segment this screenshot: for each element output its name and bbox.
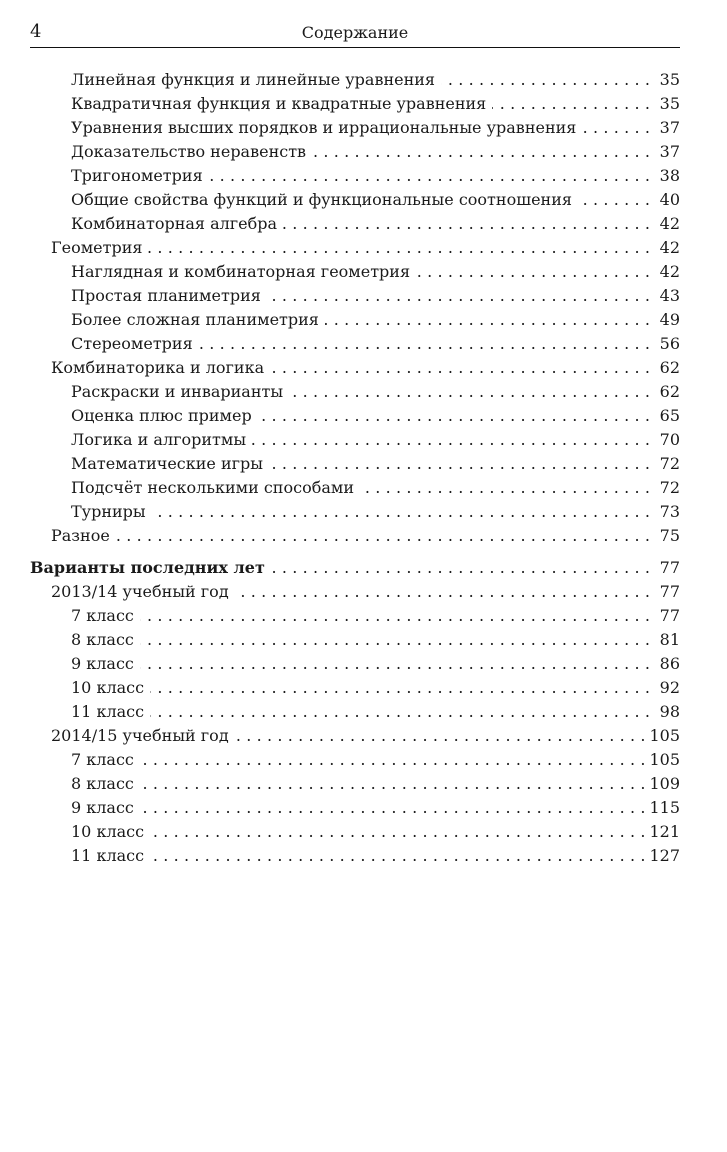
toc-dot-leader [416,260,650,284]
toc-dot-leader [140,796,646,820]
page-number: 4 [30,21,42,42]
toc-dot-leader [312,140,650,164]
toc-subsection-entry [30,676,680,700]
toc-entry-title: Подсчёт несколькими способами [71,478,354,497]
toc-entry-page-number: 109 [649,774,680,793]
toc-dot-leader [140,604,650,628]
toc-subsection-entry [30,844,680,868]
toc-entry-page-number: 105 [649,726,680,745]
toc-subsection-entry [30,92,680,116]
toc-subsection-entry [30,500,680,524]
toc-section-entry [30,524,680,548]
toc-dot-leader [140,772,646,796]
toc-dot-leader [267,284,650,308]
toc-entry-title: Стереометрия [71,334,193,353]
toc-entry-page-number: 86 [659,654,680,673]
toc-entry-page-number: 77 [659,606,680,625]
toc-entry-page-number: 121 [649,822,680,841]
toc-entry-page-number: 37 [659,118,680,137]
toc-entry-page-number: 115 [649,798,680,817]
toc-entry-page-number: 92 [659,678,680,697]
toc-entry-page-number: 42 [659,214,680,233]
toc-entry-title: Турниры [71,502,146,521]
toc-entry-page-number: 65 [659,406,680,425]
toc-dot-leader [441,68,650,92]
toc-subsection-entry [30,700,680,724]
toc-entry-title: Доказательство неравенств [71,142,307,161]
toc-dot-leader [140,652,650,676]
toc-dot-leader [270,356,650,380]
toc-entry-title: 10 класс [71,678,145,697]
toc-subsection-entry [30,140,680,164]
toc-entry-page-number: 38 [659,166,680,185]
toc-subsection-entry [30,628,680,652]
running-title: Содержание [301,23,409,42]
toc-dot-leader [150,676,650,700]
toc-dot-leader [360,476,650,500]
toc-dot-leader [140,628,650,652]
toc-entry-title: Разное [51,526,110,545]
toc-dot-leader [150,820,645,844]
toc-dot-leader [289,380,650,404]
toc-subsection-entry [30,164,680,188]
toc-entry-page-number: 98 [659,702,680,721]
toc-entry-title: Комбинаторная алгебра [71,214,278,233]
toc-entry-title: Раскраски и инварианты [71,382,284,401]
toc-entry-title: 2013/14 учебный год [51,582,229,601]
toc-entry-title: 7 класс [71,606,134,625]
toc-entry-title: Математические игры [71,454,263,473]
toc-entry-title: Более сложная планиметрия [71,310,319,329]
toc-entry-title: 10 класс [71,822,145,841]
toc-entry-page-number: 37 [659,142,680,161]
toc-dot-leader [235,724,646,748]
toc-dot-leader [258,404,650,428]
toc-dot-leader [578,188,650,212]
toc-entry-title: Геометрия [51,238,143,257]
toc-subsection-entry [30,452,680,476]
toc-entry-page-number: 40 [659,190,680,209]
toc-dot-leader [269,452,650,476]
toc-section-entry [30,356,680,380]
toc-entry-page-number: 72 [659,454,680,473]
toc-entry-title: Оценка плюс пример [71,406,252,425]
toc-chapter-entry [30,556,680,580]
toc-subsection-entry [30,332,680,356]
toc-subsection-entry [30,380,680,404]
toc-entry-page-number: 62 [659,382,680,401]
toc-subsection-entry [30,212,680,236]
toc-entry-title: 9 класс [71,798,134,817]
toc-entry-title: Варианты последних лет [30,558,265,577]
toc-subsection-entry [30,188,680,212]
toc-entry-page-number: 75 [659,526,680,545]
toc-entry-title: Общие свойства функций и функциональные соотношения [71,190,572,209]
toc-subsection-entry [30,68,680,92]
toc-entry-title: 8 класс [71,774,134,793]
document-page [30,0,680,865]
toc-dot-leader [116,524,650,548]
toc-subsection-entry [30,820,680,844]
toc-subsection-entry [30,476,680,500]
toc-entry-page-number: 77 [659,558,680,577]
toc-entry-page-number: 105 [649,750,680,769]
toc-entry-title: 7 класс [71,750,134,769]
toc-subsection-entry [30,284,680,308]
toc-entry-title: 11 класс [71,846,145,865]
toc-section-entry [30,580,680,604]
toc-entry-title: Наглядная и комбинаторная геометрия [71,262,411,281]
toc-entry-page-number: 35 [659,70,680,89]
toc-dot-leader [252,428,650,452]
toc-dot-leader [152,500,650,524]
toc-dot-leader [582,116,650,140]
toc-entry-page-number: 42 [659,238,680,257]
toc-entry-title: Тригонометрия [71,166,203,185]
toc-subsection-entry [30,772,680,796]
toc-entry-page-number: 35 [659,94,680,113]
toc-subsection-entry [30,796,680,820]
toc-entry-page-number: 62 [659,358,680,377]
toc-entry-page-number: 49 [659,310,680,329]
toc-dot-leader [325,308,650,332]
toc-dot-leader [492,92,650,116]
toc-entry-title: Уравнения высших порядков и иррациональные уравнения [71,118,577,137]
toc-entry-page-number: 42 [659,262,680,281]
toc-entry-title: 8 класс [71,630,134,649]
toc-subsection-entry [30,748,680,772]
toc-entry-page-number: 127 [649,846,680,865]
toc-entry-title: Логика и алгоритмы [71,430,247,449]
toc-subsection-entry [30,116,680,140]
toc-subsection-entry [30,604,680,628]
toc-subsection-entry [30,652,680,676]
toc-section-entry [30,724,680,748]
toc-entry-page-number: 72 [659,478,680,497]
toc-entry-page-number: 77 [659,582,680,601]
toc-subsection-entry [30,308,680,332]
toc-entry-title: Комбинаторика и логика [51,358,265,377]
toc-dot-leader [283,212,650,236]
toc-entry-title: Квадратичная функция и квадратные уравнения [71,94,487,113]
toc-entry-page-number: 70 [659,430,680,449]
toc-dot-leader [235,580,650,604]
running-header [30,0,680,48]
toc-dot-leader [148,236,650,260]
toc-dot-leader [209,164,650,188]
toc-entry-page-number: 43 [659,286,680,305]
toc-entry-title: Простая планиметрия [71,286,261,305]
toc-dot-leader [271,556,650,580]
toc-entry-title: 9 класс [71,654,134,673]
toc-entry-page-number: 73 [659,502,680,521]
toc-entry-title: 2014/15 учебный год [51,726,229,745]
toc-subsection-entry [30,428,680,452]
toc-entry-title: 11 класс [71,702,145,721]
toc-dot-leader [150,844,645,868]
toc-entry-title: Линейная функция и линейные уравнения [71,70,436,89]
toc-dot-leader [140,748,646,772]
toc-subsection-entry [30,260,680,284]
toc-entry-page-number: 56 [659,334,680,353]
toc-entry-page-number: 81 [659,630,680,649]
toc-subsection-entry [30,404,680,428]
toc-dot-leader [150,700,650,724]
toc-section-entry [30,236,680,260]
toc-dot-leader [199,332,650,356]
table-of-contents [30,68,680,868]
